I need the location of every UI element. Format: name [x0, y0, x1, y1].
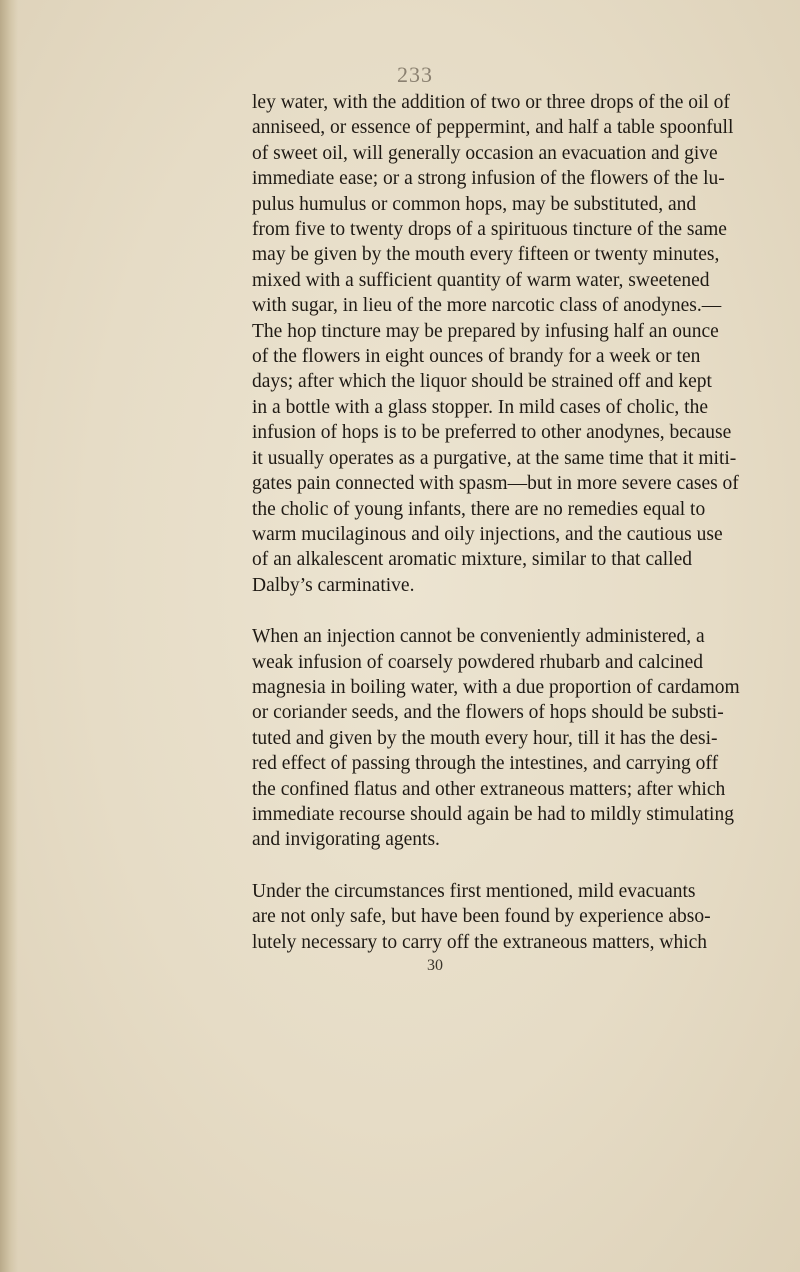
- text-line: lutely necessary to carry off the extraneous matters, which: [252, 931, 708, 953]
- paragraph-3: [252, 879, 711, 977]
- text-line: immediate ease; or a strong infusion of the flowers of the lu-: [252, 168, 725, 190]
- text-line: of the flowers in eight ounces of brandy for a week or ten: [252, 346, 701, 368]
- text-line: are not only safe, but have been found by experience abso-: [252, 906, 711, 928]
- text-line: Dalby’s carminative.: [252, 574, 415, 596]
- text-line: with sugar, in lieu of the more narcotic class of anodynes.—: [252, 295, 722, 317]
- text-line: magnesia in boiling water, with a due proportion of cardamom: [252, 676, 740, 698]
- text-line: anniseed, or essence of peppermint, and half a table spoonfull: [252, 117, 734, 139]
- text-line: the cholic of young infants, there are no remedies equal to: [252, 498, 706, 520]
- text-line: mixed with a sufficient quantity of warm water, sweetened: [252, 269, 710, 291]
- paragraph-1: [252, 90, 739, 598]
- text-line: from five to twenty drops of a spirituous tincture of the same: [252, 219, 727, 241]
- catchword: 30: [427, 957, 443, 974]
- text-line: When an injection cannot be conveniently administered, a: [252, 626, 705, 648]
- text-line: and invigorating agents.: [252, 829, 440, 851]
- text-line: Under the circumstances first mentioned, mild evacuants: [252, 880, 696, 902]
- text-line: pulus humulus or common hops, may be substituted, and: [252, 193, 697, 215]
- text-line: tuted and given by the mouth every hour, till it has the desi-: [252, 727, 718, 749]
- text-line: ley water, with the addition of two or three drops of the oil of: [252, 92, 730, 113]
- body-text: [252, 90, 740, 977]
- text-line: it usually operates as a purgative, at the same time that it miti-: [252, 447, 737, 469]
- text-line: immediate recourse should again be had to mildly stimulating: [252, 803, 734, 825]
- text-line: days; after which the liquor should be strained off and kept: [252, 371, 712, 393]
- text-line: red effect of passing through the intestines, and carrying off: [252, 753, 719, 775]
- paragraph-2: [252, 624, 740, 853]
- text-line: gates pain connected with spasm—but in more severe cases of: [252, 473, 739, 495]
- text-line: the confined flatus and other extraneous matters; after which: [252, 778, 726, 800]
- text-line: may be given by the mouth every fifteen or twenty minutes,: [252, 244, 720, 266]
- text-line: in a bottle with a glass stopper. In mild cases of cholic, the: [252, 396, 708, 418]
- page-number: 233: [397, 62, 433, 87]
- text-line: infusion of hops is to be preferred to other anodynes, because: [252, 422, 732, 444]
- text-line: of an alkalescent aromatic mixture, similar to that called: [252, 549, 692, 571]
- text-line: warm mucilaginous and oily injections, and the cautious use: [252, 523, 723, 545]
- text-line: or coriander seeds, and the flowers of hops should be substi-: [252, 702, 724, 724]
- page-gutter-shadow: [0, 0, 18, 1272]
- text-line: of sweet oil, will generally occasion an evacuation and give: [252, 142, 718, 164]
- text-line: The hop tincture may be prepared by infusing half an ounce: [252, 320, 719, 342]
- text-line: weak infusion of coarsely powdered rhubarb and calcined: [252, 651, 704, 673]
